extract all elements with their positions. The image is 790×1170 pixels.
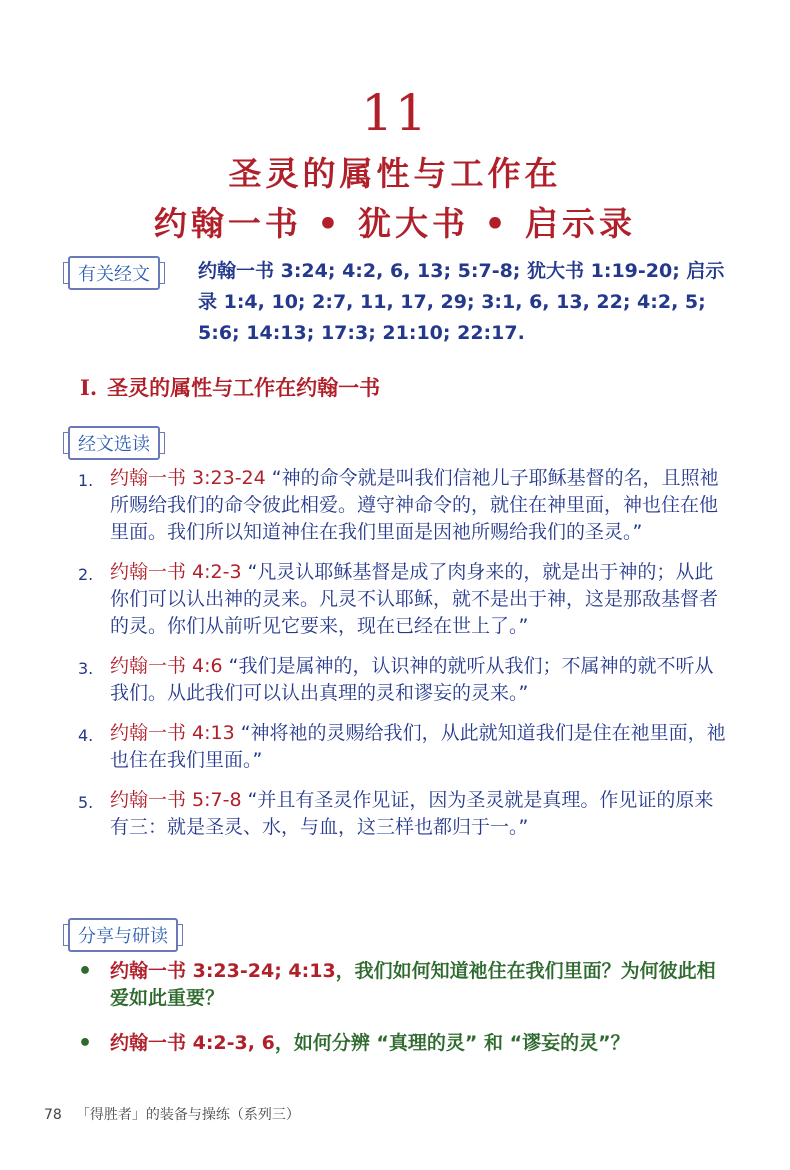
section-roman: I. — [80, 375, 98, 400]
readings-list — [78, 465, 728, 854]
book-title: 「得胜者」的装备与操练（系列三） — [75, 1107, 300, 1123]
item-number: 2. — [78, 565, 94, 584]
question-text: ，如何分辨 “真理的灵” 和 “谬妄的灵”？ — [274, 1032, 630, 1054]
scripture-ref: 约翰一书 4:6 — [110, 655, 223, 677]
scripture-text: “并且有圣灵作见证，因为圣灵就是真理。作见证的原来有三：就是圣灵、水，与血，这三样也都归于一。” — [110, 789, 714, 838]
list-item — [78, 465, 728, 546]
list-item — [78, 1030, 728, 1057]
list-item — [78, 787, 728, 841]
discussion-list — [78, 958, 728, 1075]
item-number: 5. — [78, 793, 94, 812]
chapter-number: 11 — [361, 84, 429, 142]
scripture-text: “凡灵认耶稣基督是成了肉身来的，就是出于神的；从此你们可以认出神的灵来。凡灵不认耶稣，就不是出于神，这是那敌基督者的灵。你们从前听见它要来，现在已经在世上了。” — [110, 561, 719, 637]
related-scripture-tag: 有关经文 — [68, 256, 160, 290]
scripture-ref: 约翰一书 4:2-3 — [110, 561, 242, 583]
list-item — [78, 720, 728, 774]
item-number: 3. — [78, 659, 94, 678]
list-item — [78, 559, 728, 640]
scripture-text: “神的命令就是叫我们信祂儿子耶稣基督的名，且照祂所赐给我们的命令彼此相爱。遵守神命令的，就住在神里面，神也住在他里面。我们所以知道神住在我们里面是因祂所赐给我们的圣灵。” — [110, 467, 719, 543]
bullet-icon: • — [78, 959, 93, 984]
scripture-ref: 约翰一书 4:13 — [110, 722, 235, 744]
discussion-tag: 分享与研读 — [68, 918, 178, 952]
related-scripture-text: 约翰一书 3:24; 4:2, 6, 13; 5:7-8; 犹大书 1:19-20; 启示录 1:4, 10; 2:7, 11, 17, 29; 3:1, 6, 13, 22; 4:2, 5; 5:6; 14:13; 17:3; 21:10; 22:17. — [198, 260, 725, 344]
scripture-text: “神将祂的灵赐给我们，从此就知道我们是住在祂里面，祂也住在我们里面。” — [110, 722, 726, 771]
list-item — [78, 958, 728, 1012]
question-text: ，我们如何知道祂住在我们里面？为何彼此相爱如此重要？ — [110, 960, 716, 1009]
chapter-title-line2: 约翰一书 • 犹大书 • 启示录 — [153, 204, 637, 243]
item-number: 1. — [78, 471, 94, 490]
scripture-text: “我们是属神的，认识神的就听从我们；不属神的就不听从我们。从此我们可以认出真理的灵和谬妄的灵来。” — [110, 655, 714, 704]
item-number: 4. — [78, 726, 94, 745]
section-title: 圣灵的属性与工作在约翰一书 — [107, 376, 381, 400]
list-item — [78, 653, 728, 707]
bullet-icon: • — [78, 1031, 93, 1056]
chapter-title-line1: 圣灵的属性与工作在 — [228, 154, 562, 193]
scripture-ref: 约翰一书 5:7-8 — [110, 789, 242, 811]
scripture-ref: 约翰一书 3:23-24 — [110, 467, 266, 489]
page-footer — [44, 1104, 300, 1124]
page-number: 78 — [44, 1107, 62, 1123]
selected-readings-tag: 经文选读 — [68, 426, 160, 460]
scripture-ref: 约翰一书 4:2-3, 6 — [110, 1032, 275, 1054]
scripture-ref: 约翰一书 3:23-24; 4:13 — [110, 960, 336, 982]
section-heading — [80, 372, 380, 402]
